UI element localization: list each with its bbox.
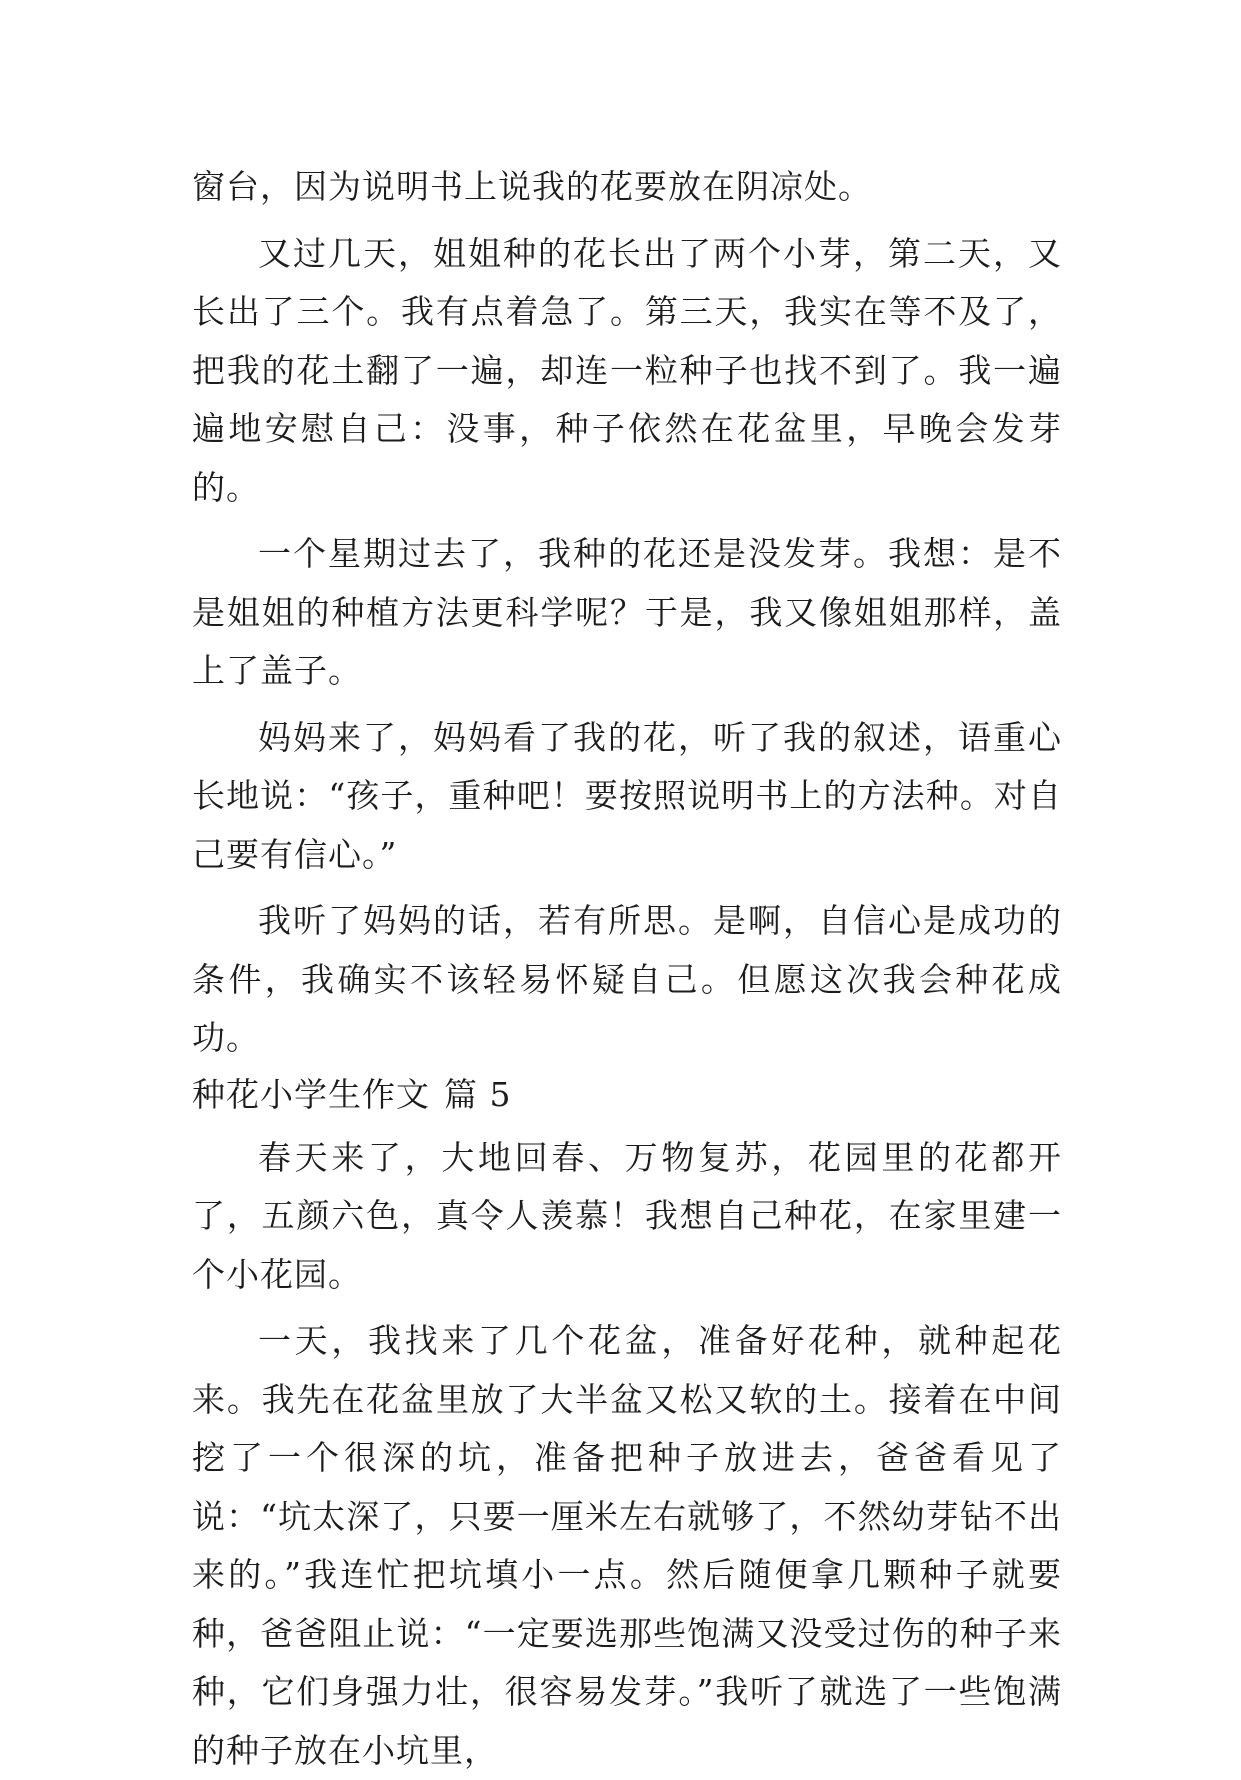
section-title: 种花小学生作文	[192, 1074, 430, 1114]
section-number: 篇 5	[444, 1074, 512, 1114]
paragraph: 一天，我找来了几个花盆，准备好花种，就种起花来。我先在花盆里放了大半盆又松又软的土。接着在中间挖了一个很深的坑，准备把种子放进去，爸爸看见了说：“坑太深了，只要一厘米左右就够了，不然幼芽钻不出来的。”我连忙把坑填小一点。然后随便拿几颗种子就要种，爸爸阻止说：“一定要选那些饱满又没受过伤的种子来种，它们身强力壮，很容易发芽。”我听了就选了一些饱满的种子放在小坑里，	[192, 1321, 1062, 1770]
paragraph: 春天来了，大地回春、万物复苏，花园里的花都开了，五颜六色，真令人羡慕！我想自己种花，在家里建一个小花园。	[192, 1137, 1062, 1294]
paragraph: 妈妈来了，妈妈看了我的花，听了我的叙述，语重心长地说：“孩子，重种吧！要按照说明书上的方法种。对自己要有信心。”	[192, 717, 1062, 874]
section-heading	[192, 1068, 1062, 1121]
document-page	[192, 158, 1062, 1780]
paragraph: 我听了妈妈的话，若有所思。是啊，自信心是成功的条件，我确实不该轻易怀疑自己。但愿这次我会种花成功。	[192, 901, 1062, 1057]
paragraph: 窗台，因为说明书上说我的花要放在阴凉处。	[192, 167, 872, 206]
paragraph: 又过几天，姐姐种的花长出了两个小芽，第二天，又长出了三个。我有点着急了。第三天，我实在等不及了，把我的花土翻了一遍，却连一粒种子也找不到了。我一遍遍地安慰自己：没事，种子依然在花盆里，早晚会发芽的。	[192, 233, 1062, 507]
paragraph: 一个星期过去了，我种的花还是没发芽。我想：是不是姐姐的种植方法更科学呢？于是，我又像姐姐那样，盖上了盖子。	[192, 534, 1062, 690]
